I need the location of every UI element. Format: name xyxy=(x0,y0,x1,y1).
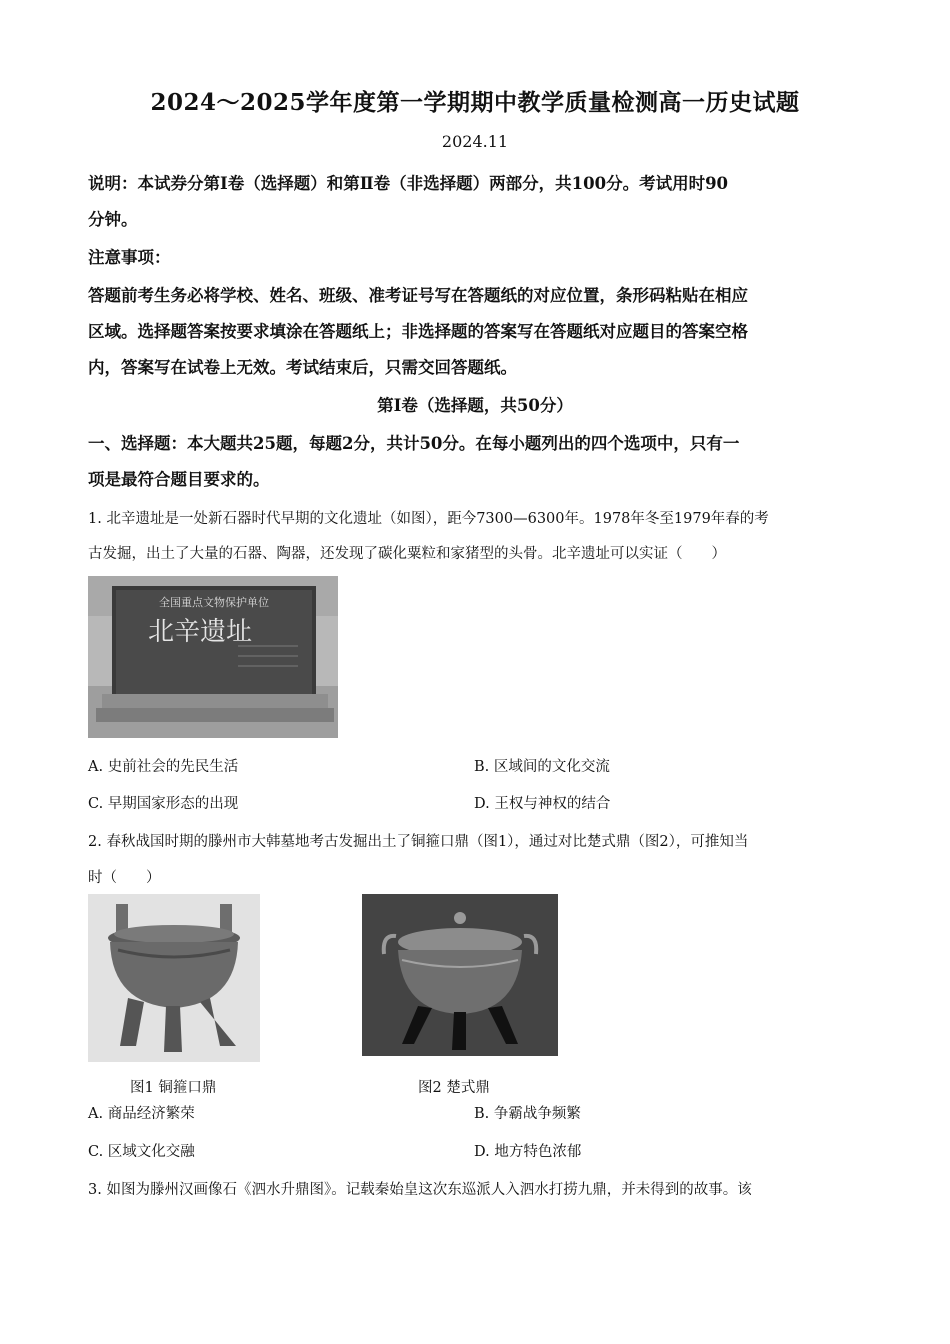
q2-option-d: D. 地方特色浓郁 xyxy=(474,1144,582,1160)
section1-instruction-line1: 一、选择题：本大题共25题，每题2分，共计50分。在每小题列出的四个选项中，只有一 xyxy=(88,434,740,453)
section1-instruction-line2: 项是最符合题目要求的。 xyxy=(88,470,270,489)
stele-main-text: 北辛遗址 xyxy=(147,617,253,647)
q2-option-c: C. 区域文化交融 xyxy=(88,1144,195,1160)
exam-title: 2024～2025学年度第一学期期中教学质量检测高一历史试题 xyxy=(150,89,800,116)
q2-stem-line2: 时（ ） xyxy=(88,870,161,886)
q2-option-b: B. 争霸战争频繁 xyxy=(474,1106,581,1122)
q1-option-d: D. 王权与神权的结合 xyxy=(474,796,611,812)
bronze-ding-figure1-photo xyxy=(88,894,260,1062)
q1-stem-line2: 古发掘，出土了大量的石器、陶器，还发现了碳化粟粒和家猪型的头骨。北辛遗址可以实证（ ） xyxy=(88,546,726,562)
q1-option-b: B. 区域间的文化交流 xyxy=(474,759,610,775)
figure1-caption: 图1 铜箍口鼎 xyxy=(130,1080,217,1096)
q1-option-a: A. 史前社会的先民生活 xyxy=(88,759,239,775)
notice-line1: 答题前考生务必将学校、姓名、班级、准考证号写在答题纸的对应位置，条形码粘贴在相应 xyxy=(88,286,748,305)
q2-stem-line1: 2. 春秋战国时期的滕州市大韩墓地考古发掘出土了铜箍口鼎（图1），通过对比楚式鼎（图2），可推知当 xyxy=(88,834,749,850)
figure2-caption: 图2 楚式鼎 xyxy=(418,1080,490,1096)
exam-date: 2024.11 xyxy=(441,132,509,151)
exam-description-line1: 说明：本试券分第Ⅰ卷（选择题）和第Ⅱ卷（非选择题）两部分，共100分。考试用时90 xyxy=(88,174,729,193)
q2-option-a: A. 商品经济繁荣 xyxy=(88,1106,195,1122)
q1-stem-line1: 1. 北辛遗址是一处新石器时代早期的文化遗址（如图），距今7300—6300年。1978年冬至1979年春的考 xyxy=(88,511,769,527)
section1-heading: 第Ⅰ卷（选择题，共50分） xyxy=(377,396,573,415)
stele-top-text: 全国重点文物保护单位 xyxy=(159,596,269,609)
notice-title: 注意事项： xyxy=(88,248,171,267)
notice-line2: 区域。选择题答案按要求填涂在答题纸上；非选择题的答案写在答题纸对应题目的答案空格 xyxy=(88,322,748,341)
q3-stem-line1: 3. 如图为滕州汉画像石《泗水升鼎图》。记载秦始皇这次东巡派人入泗水打捞九鼎，并未得到的故事。该 xyxy=(88,1182,752,1198)
q1-option-c: C. 早期国家形态的出现 xyxy=(88,796,239,812)
exam-description-line2: 分钟。 xyxy=(88,210,138,229)
beixin-site-stele-photo xyxy=(88,576,338,738)
notice-line3: 内，答案写在试卷上无效。考试结束后，只需交回答题纸。 xyxy=(88,358,517,377)
chu-style-ding-figure2-photo xyxy=(362,894,558,1056)
